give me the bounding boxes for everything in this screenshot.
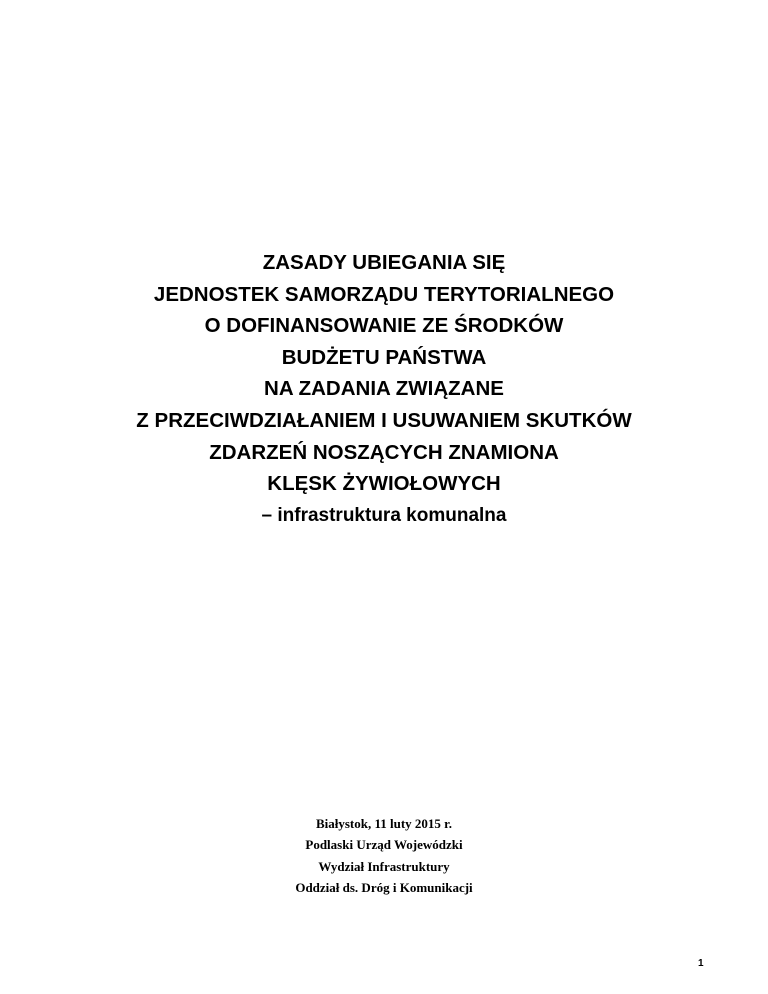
page-number: 1 (698, 958, 704, 969)
footer-department: Wydział Infrastruktury (318, 858, 450, 874)
document-title (0, 247, 768, 531)
document-footer (0, 813, 768, 898)
footer-office: Podlaski Urząd Wojewódzki (305, 837, 463, 853)
title-line: O DOFINANSOWANIE ZE ŚRODKÓW (204, 314, 564, 338)
title-line: JEDNOSTEK SAMORZĄDU TERYTORIALNEGO (153, 282, 615, 306)
document-subtitle: – infrastruktura komunalna (261, 504, 507, 526)
footer-division: Oddział ds. Dróg i Komunikacji (295, 879, 473, 895)
title-line: Z PRZECIWDZIAŁANIEM I USUWANIEM SKUTKÓW (136, 408, 632, 432)
footer-place-date: Białystok, 11 luty 2015 r. (315, 816, 453, 831)
title-line: ZDARZEŃ NOSZĄCYCH ZNAMIONA (209, 440, 559, 464)
title-line: NA ZADANIA ZWIĄZANE (264, 377, 504, 401)
title-line: BUDŻETU PAŃSTWA (281, 345, 487, 369)
title-line: KLĘSK ŻYWIOŁOWYCH (267, 472, 501, 496)
title-line: ZASADY UBIEGANIA SIĘ (262, 251, 506, 274)
